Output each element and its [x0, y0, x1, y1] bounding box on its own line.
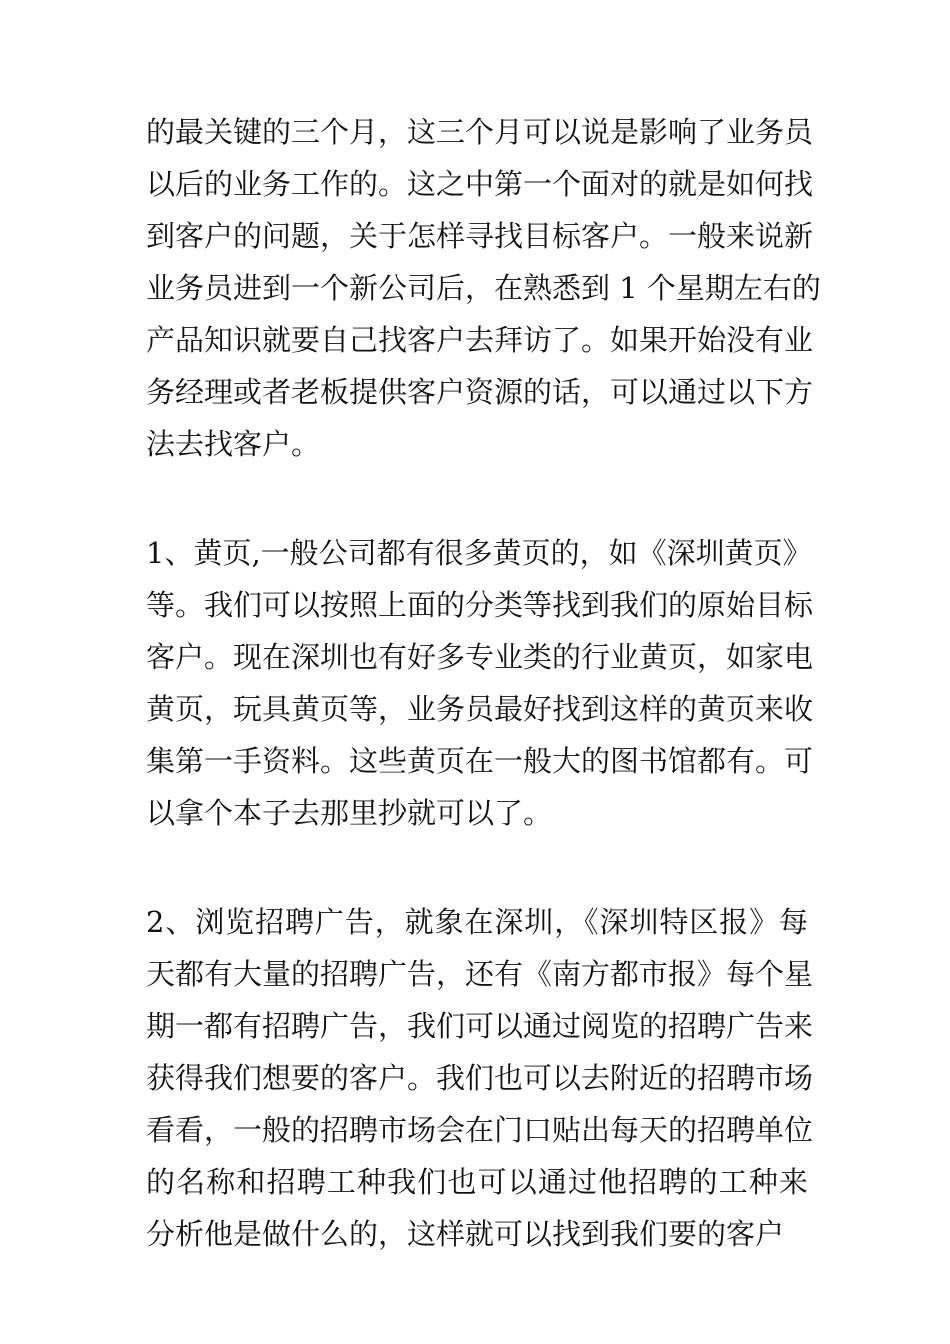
text-line: 黄页，玩具黄页等，业务员最好找到这样的黄页来收: [146, 692, 814, 726]
text-line: 获得我们想要的客户。我们也可以去附近的招聘市场: [146, 1061, 814, 1095]
text-line: 天都有大量的招聘广告，还有《南方都市报》每个星: [146, 957, 814, 991]
paragraph-job-ads: [146, 896, 814, 1260]
text-line: 产品知识就要自己找客户去拜访了。如果开始没有业: [146, 323, 814, 357]
paragraph-gap: [146, 839, 808, 896]
text-line: 以拿个本子去那里抄就可以了。: [146, 796, 553, 830]
text-line: 法去找客户。: [146, 427, 321, 461]
document-body: [146, 106, 821, 1260]
text-line: 期一都有招聘广告，我们可以通过阅览的招聘广告来: [146, 1009, 814, 1043]
text-line: 到客户的问题，关于怎样寻找目标客户。一般来说新: [146, 219, 814, 253]
paragraph-intro: [146, 106, 821, 470]
text-line: 看看，一般的招聘市场会在门口贴出每天的招聘单位: [146, 1113, 814, 1147]
text-line: 的名称和招聘工种我们也可以通过他招聘的工种来: [146, 1165, 808, 1199]
text-line: 2、浏览招聘广告，就象在深圳，《深圳特区报》每: [146, 905, 808, 939]
text-line: 以后的业务工作的。这之中第一个面对的就是如何找: [146, 167, 814, 201]
text-line: 1、黄页,一般公司都有很多黄页的，如《深圳黄页》: [146, 536, 812, 570]
text-line: 等。我们可以按照上面的分类等找到我们的原始目标: [146, 588, 814, 622]
text-line: 客户。现在深圳也有好多专业类的行业黄页，如家电: [146, 640, 814, 674]
text-line: 分析他是做什么的，这样就可以找到我们要的客户: [146, 1217, 785, 1251]
text-line: 务经理或者老板提供客户资源的话，可以通过以下方: [146, 375, 814, 409]
paragraph-yellow-pages: [146, 527, 814, 839]
paragraph-gap: [146, 470, 808, 527]
text-line: 业务员进到一个新公司后，在熟悉到 1 个星期左右的: [146, 271, 821, 305]
text-line: 集第一手资料。这些黄页在一般大的图书馆都有。可: [146, 744, 814, 778]
text-line: 的最关键的三个月，这三个月可以说是影响了业务员: [146, 115, 814, 149]
